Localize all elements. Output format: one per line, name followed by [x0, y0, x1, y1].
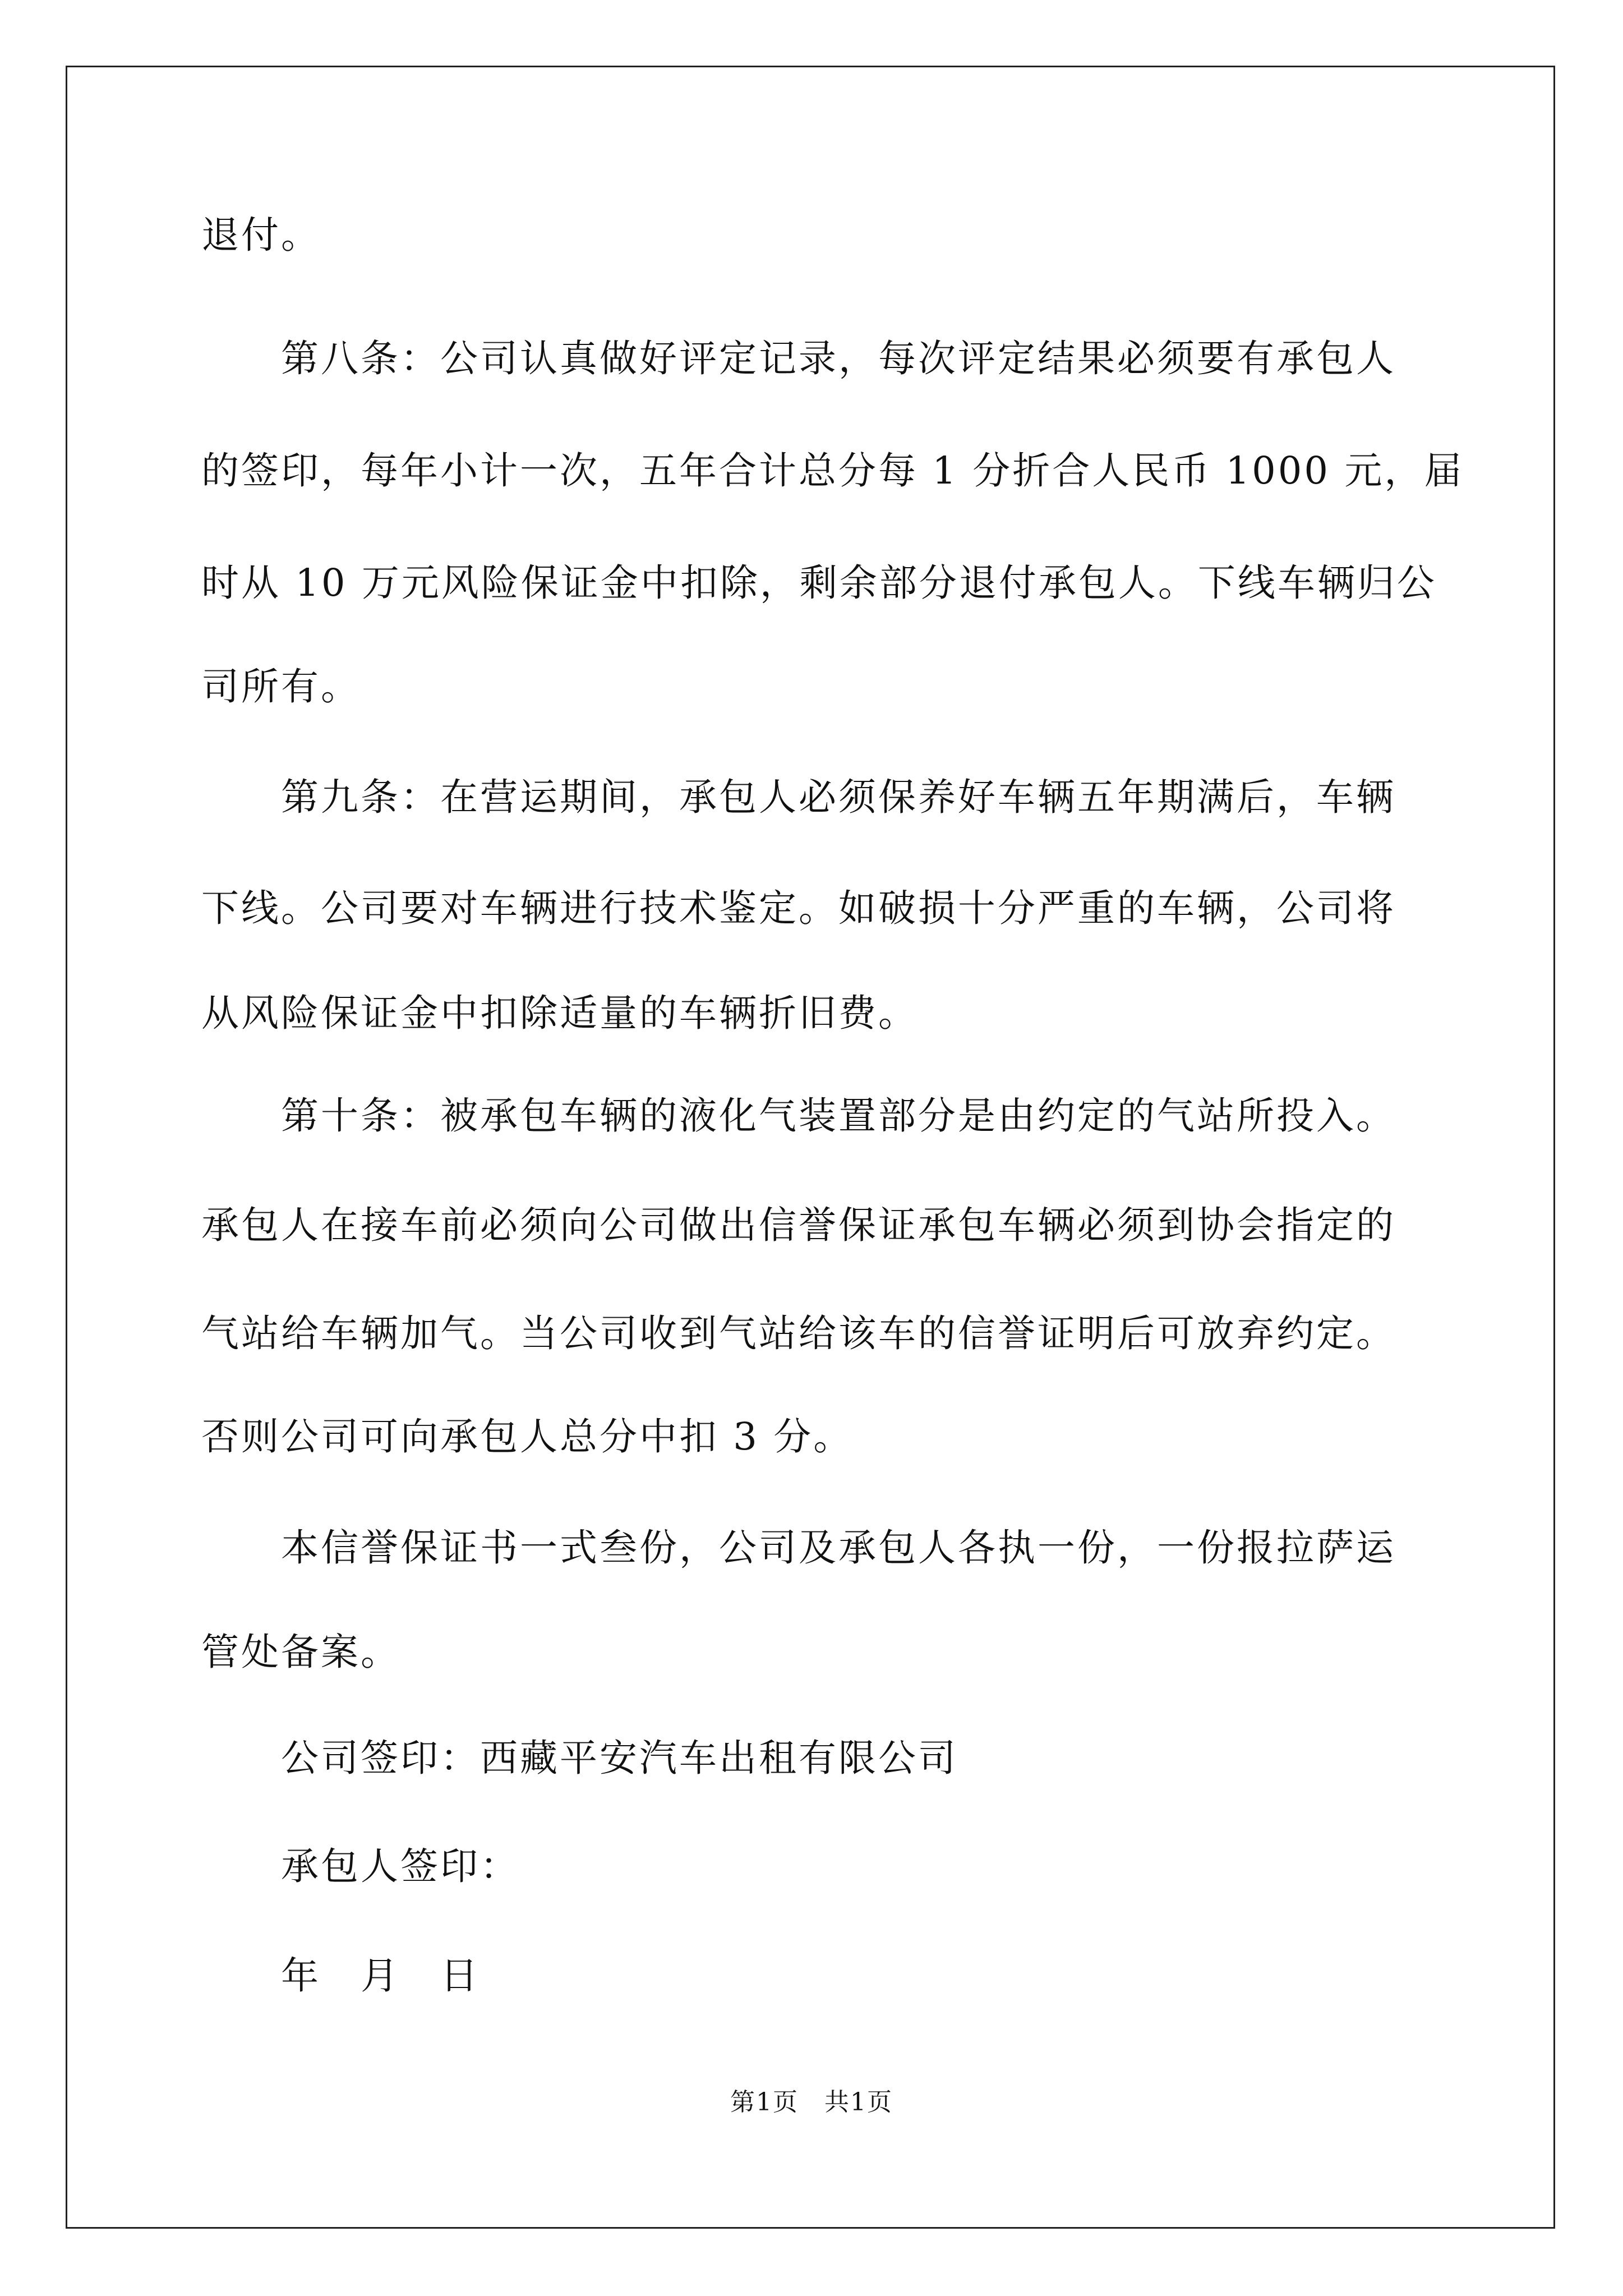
page-footer: 第1页 共1页	[730, 2088, 893, 2116]
text-line: 年 月 日	[201, 1954, 480, 1998]
text-line: 的签印，每年小计一次，五年合计总分每 1 分折合人民币 1000 元，届	[201, 449, 1464, 493]
text-line: 管处备案。	[201, 1630, 400, 1674]
text-line: 承包人签印：	[201, 1844, 520, 1888]
text-line: 退付。	[201, 213, 321, 257]
text-line: 公司签印：西藏平安汽车出租有限公司	[201, 1736, 958, 1780]
text-line: 第九条：在营运期间，承包人必须保养好车辆五年期满后，车辆	[201, 775, 1396, 819]
text-line: 本信誉保证书一式叁份，公司及承包人各执一份，一份报拉萨运	[201, 1526, 1396, 1570]
text-line: 下线。公司要对车辆进行技术鉴定。如破损十分严重的车辆，公司将	[201, 886, 1396, 930]
text-line: 第十条：被承包车辆的液化气装置部分是由约定的气站所投入。	[201, 1094, 1396, 1138]
text-line: 气站给车辆加气。当公司收到气站给该车的信誉证明后可放弃约定。	[201, 1312, 1396, 1355]
text-line: 司所有。	[201, 665, 361, 708]
text-line: 从风险保证金中扣除适量的车辆折旧费。	[201, 991, 918, 1035]
text-line: 第八条：公司认真做好评定记录，每次评定结果必须要有承包人	[201, 337, 1396, 380]
text-line: 否则公司可向承包人总分中扣 3 分。	[201, 1415, 854, 1458]
text-line: 承包人在接车前必须向公司做出信誉保证承包车辆必须到协会指定的	[201, 1203, 1396, 1247]
page-border	[66, 66, 1555, 2229]
text-line: 时从 10 万元风险保证金中扣除，剩余部分退付承包人。下线车辆归公	[201, 561, 1437, 605]
